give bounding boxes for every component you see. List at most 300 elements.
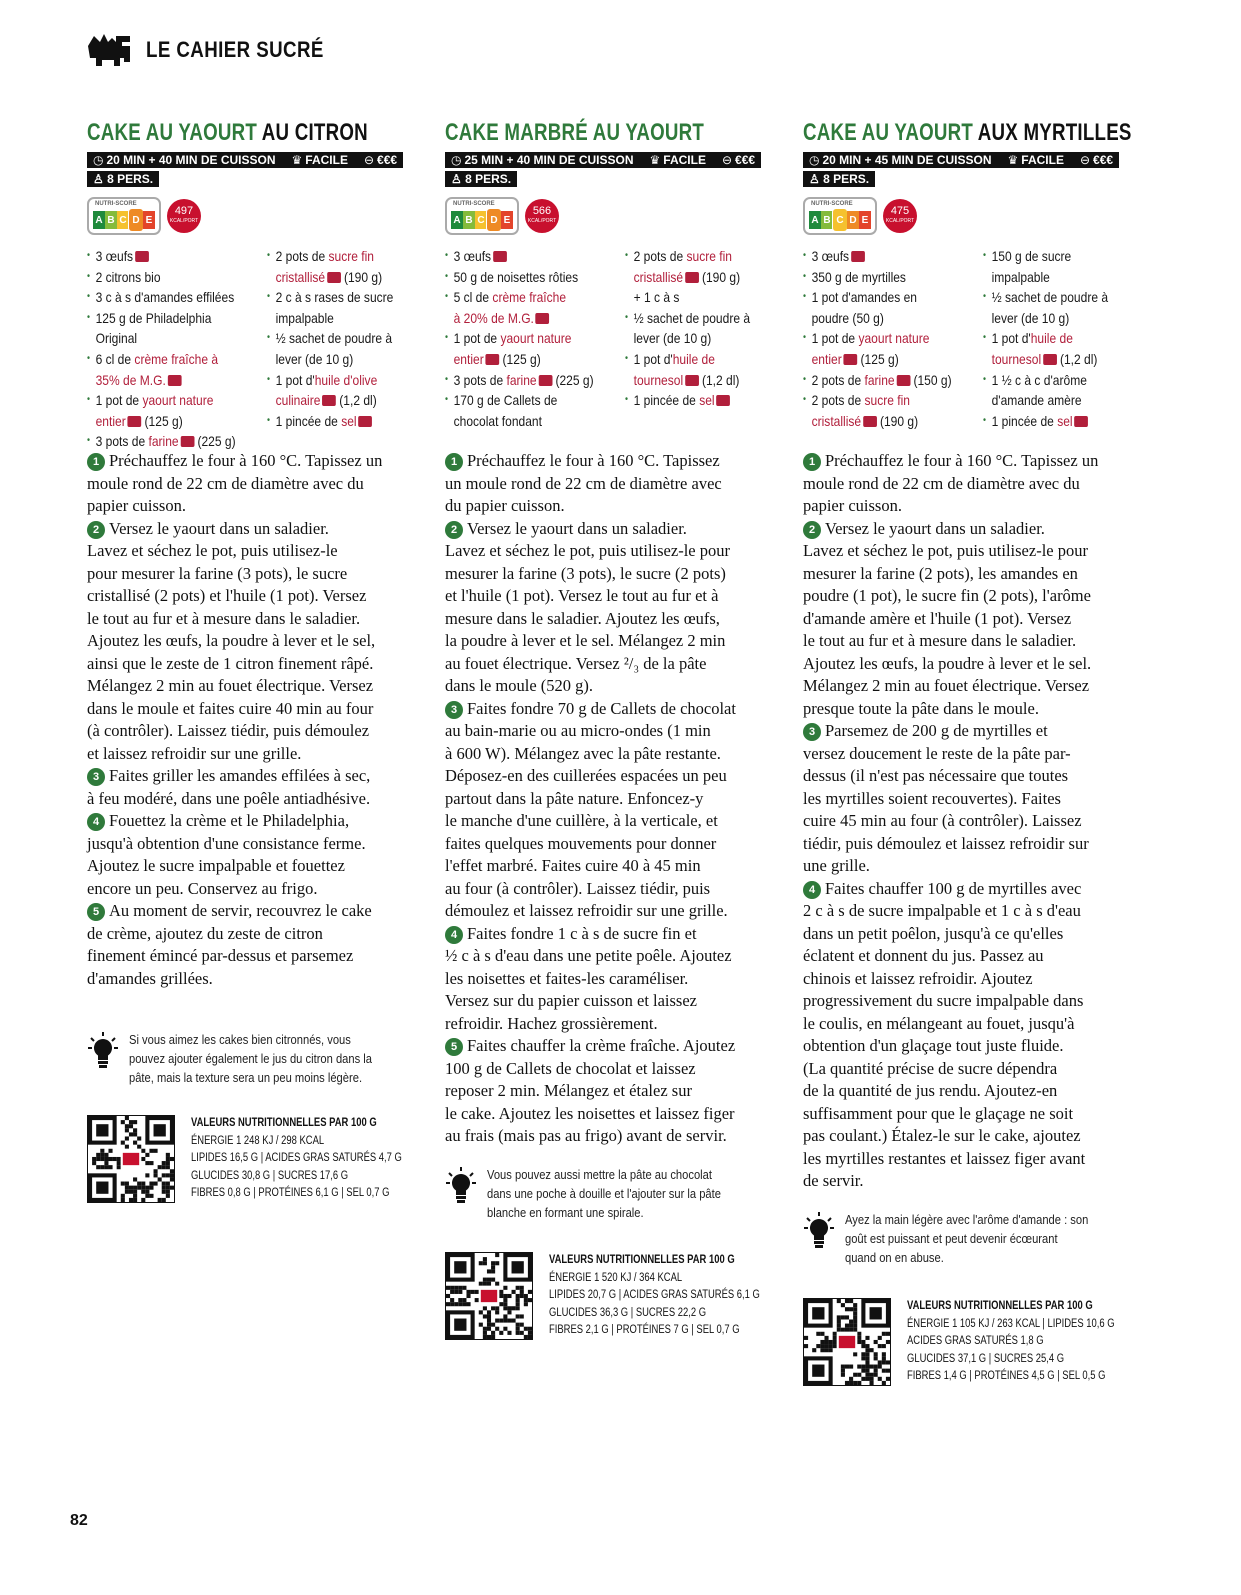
persons-text: 8 PERS. (465, 172, 512, 186)
delhaize-logo-icon (493, 251, 507, 262)
person-icon: ♙ (809, 172, 824, 186)
recipe-title-green: CAKE AU YAOURT (803, 119, 974, 146)
step-line (87, 878, 423, 901)
delhaize-lion-logo-icon (86, 32, 132, 68)
text: mesurer la farine (3 pots), le sucre (2 pots) (445, 563, 726, 583)
step-line (445, 630, 781, 653)
nutrition-block (445, 1252, 806, 1340)
text: dans un petit poêlon, jusqu'à ce qu'elles (803, 923, 1064, 943)
text: 3 pots de (453, 371, 507, 388)
persons-text: 8 PERS. (823, 172, 870, 186)
text: ainsi que le zeste de 1 citron finement râpé. (87, 653, 374, 673)
ingredient-item (983, 308, 1112, 329)
qr-code[interactable] (803, 1298, 891, 1386)
text: Parsemez de 200 g de myrtilles et (825, 721, 1048, 740)
nutri-score-letter: D (129, 209, 143, 231)
text: du papier cuisson. (445, 496, 565, 515)
delhaize-logo-icon (1043, 354, 1057, 365)
text: la poudre à lever et le sel. Mélangez 2 min (445, 631, 726, 650)
ingredient-item (87, 246, 242, 267)
ingredients-list (445, 246, 781, 431)
ingredient-highlight: sucre fin (328, 248, 375, 264)
text: refroidir. Hachez grossièrement. (445, 1013, 658, 1033)
text: 350 g de myrtilles (811, 268, 906, 285)
recipe-meta-bar (445, 152, 761, 168)
step-line (803, 1013, 1139, 1036)
ingredient-item (625, 308, 754, 329)
nutri-score-letter: E (859, 211, 871, 229)
person-icon: ♙ (451, 172, 466, 186)
step-line (803, 1103, 1139, 1126)
step-number: 1 (803, 453, 821, 471)
text: Mélangez 2 min au fouet électrique. Versez (87, 676, 374, 695)
ingredient-highlight: entier (811, 350, 842, 367)
step-line (445, 900, 781, 923)
text: (190 g) (876, 412, 919, 429)
text: (190 g) (698, 268, 741, 285)
ingredient-highlight: entier (453, 350, 484, 367)
ingredient-item (445, 287, 600, 308)
recipe-meta-bar (803, 152, 1119, 168)
lightbulb-icon (803, 1210, 835, 1250)
text: (1,2 dl) (335, 392, 377, 409)
text: de crème, ajoutez du zeste de citron (87, 923, 323, 943)
kcal-unit: KCAL/PORT (885, 218, 915, 224)
nutrition-line: ÉNERGIE 1 248 KJ / 298 KCAL (191, 1134, 325, 1147)
text: papier cuisson. (87, 496, 186, 515)
text: les noisettes et faites-les caraméliser. (445, 968, 689, 988)
nutri-score-label: NUTRI-SCORE (95, 201, 137, 207)
tip-text (129, 1030, 372, 1087)
step-line (445, 878, 781, 901)
kcal-value: 497 (174, 205, 194, 217)
step-line (803, 1148, 1139, 1171)
recipe-tip (445, 1165, 759, 1222)
ingredient-item (983, 287, 1112, 308)
ingredient-item (445, 328, 600, 349)
ingredient-item (87, 349, 242, 370)
step-line (803, 855, 1139, 878)
text: 150 g de sucre (991, 248, 1072, 264)
nutri-score-label: NUTRI-SCORE (453, 201, 495, 207)
step-number: 2 (803, 521, 821, 539)
ingredient-highlight: tournesol (633, 371, 684, 388)
kcal-unit: KCAL/PORT (527, 218, 557, 224)
tip-line: quand on en abuse. (845, 1250, 944, 1265)
nutri-score-letter: B (463, 211, 475, 229)
tip-line: Si vous aimez les cakes bien citronnés, vous (129, 1032, 351, 1047)
text: Lavez et séchez le pot, puis utilisez-le (87, 541, 338, 560)
ingredient-item (445, 308, 600, 329)
text: dessus (il n'est pas nécessaire que toutes (803, 766, 1069, 785)
step-line (445, 923, 781, 946)
tip-text (487, 1165, 721, 1222)
recipe-difficulty: FACILE (663, 153, 706, 167)
ingredient-item (625, 349, 754, 370)
text: l'effet marbré. Faites cuire 40 à 45 min (445, 856, 701, 875)
kcal-badge (525, 199, 559, 233)
step-line (803, 585, 1139, 608)
text: Versez le yaourt dans un saladier. (825, 518, 1045, 538)
delhaize-logo-icon (538, 375, 552, 386)
text: d'amandes grillées. (87, 968, 213, 988)
step-line (803, 788, 1139, 811)
nutrition-line: ÉNERGIE 1 105 KJ / 263 KCAL | LIPIDES 10,6 G (907, 1317, 1115, 1330)
step-line (803, 878, 1139, 901)
person-icon: ♙ (93, 172, 108, 186)
step-number: 1 (87, 453, 105, 471)
ingredient-item (267, 411, 396, 432)
text: de servir. (803, 1171, 864, 1190)
text: faites quelques mouvements pour donner (445, 833, 717, 853)
text: (190 g) (340, 268, 383, 285)
step-line (445, 788, 781, 811)
ingredients-column (803, 246, 983, 431)
ingredient-highlight: sel (1057, 412, 1073, 429)
nutri-score-scale (451, 211, 513, 231)
text: Préchauffez le four à 160 °C. Tapissez (467, 451, 720, 470)
step-line (87, 698, 423, 721)
step-line (803, 1058, 1139, 1081)
step-line (87, 495, 423, 518)
text: 1 ½ c à c d'arôme (991, 371, 1087, 388)
tip-line: pâte, mais la texture sera un peu moins légère. (129, 1070, 363, 1085)
step-number: 3 (87, 768, 105, 786)
delhaize-logo-icon (327, 272, 341, 283)
text: éclatent et donnent du jus. Passez au (803, 946, 1044, 965)
nutrition-line: ACIDES GRAS SATURÉS 1,8 G (907, 1335, 1044, 1347)
text: 125 g de Philadelphia (95, 309, 212, 326)
ingredient-item (625, 287, 754, 308)
text: cristallisé (2 pots) et l'huile (1 pot). Versez (87, 586, 367, 605)
ingredient-item (983, 411, 1112, 432)
ingredient-item (267, 328, 396, 349)
step-line (803, 968, 1139, 991)
recipe-title-green: CAKE MARBRÉ AU YAOURT (445, 119, 705, 146)
nutrition-line: FIBRES 0,8 G | PROTÉINES 6,1 G | SEL 0,7 G (191, 1187, 390, 1199)
step-line (803, 990, 1139, 1013)
text: Ajoutez les œufs, la poudre à lever et le sel. (803, 653, 1092, 673)
recipe-steps (445, 450, 781, 1148)
text: (225 g) (194, 433, 236, 450)
nutrition-line: ÉNERGIE 1 520 KJ / 364 KCAL (549, 1271, 683, 1284)
step-line (803, 698, 1139, 721)
recipe-price: €€€ (1093, 153, 1114, 167)
nutrition-line: LIPIDES 16,5 G | ACIDES GRAS SATURÉS 4,7 G (191, 1152, 402, 1164)
text: 3 œufs (453, 248, 492, 264)
chef-hat-icon: ♛ (1007, 153, 1019, 167)
ingredient-item (803, 411, 958, 432)
ingredient-item (87, 390, 242, 411)
ingredient-item (267, 267, 396, 288)
recipe-persons (803, 171, 875, 187)
delhaize-logo-icon (843, 354, 857, 365)
step-line (445, 698, 781, 721)
delhaize-logo-icon (716, 395, 730, 406)
ingredient-item (803, 246, 958, 267)
nutrition-block (87, 1115, 448, 1203)
ingredient-highlight: 35% de M.G. (95, 371, 166, 388)
delhaize-logo-icon (536, 313, 550, 324)
ingredient-item (625, 246, 754, 267)
text: dans le moule (520 g). (445, 676, 594, 695)
step-line (803, 810, 1139, 833)
text: à feu modéré, dans une poêle antiadhésive. (87, 788, 371, 808)
recipe-tip (87, 1030, 412, 1087)
text: dans le moule et faites cuire 40 min au four (87, 698, 374, 718)
nutrition-values (191, 1115, 402, 1203)
text: 2 citrons bio (95, 268, 161, 285)
step-line (803, 630, 1139, 653)
ingredient-highlight: huile de (672, 350, 715, 367)
step-line (803, 1125, 1139, 1148)
text: (à contrôler). Laissez tiédir, puis démoulez (87, 721, 370, 740)
step-number: 2 (87, 521, 105, 539)
ingredients-list (803, 246, 1139, 431)
text: à 600 W). Mélangez avec la pâte restante. (445, 743, 721, 763)
text: 1 pot de (811, 330, 859, 347)
ingredient-highlight: sel (699, 392, 715, 409)
text: 2 pots de (633, 248, 687, 264)
step-line (445, 1080, 781, 1103)
ingredient-highlight: sel (341, 412, 357, 429)
step-line (445, 1013, 781, 1036)
text: Ajoutez les œufs, la poudre à lever et le sel, (87, 631, 376, 650)
text: moule rond de 22 cm de diamètre avec du (87, 473, 364, 493)
text: finement émincé par-dessus et parsemez (87, 946, 354, 965)
persons-text: 8 PERS. (107, 172, 154, 186)
ingredient-item (87, 328, 242, 349)
nutrition-heading: VALEURS NUTRITIONNELLES PAR 100 G (907, 1300, 1093, 1312)
step-line (803, 675, 1139, 698)
delhaize-logo-icon (685, 375, 699, 386)
ingredient-highlight: crème fraîche (492, 289, 567, 306)
basket-icon: ⊖ (363, 153, 375, 167)
recipe-meta-bar (87, 152, 403, 168)
step-line (445, 990, 781, 1013)
ingredient-highlight: farine (864, 371, 895, 388)
step-line (803, 923, 1139, 946)
text: poudre (50 g) (811, 309, 884, 326)
text: mesure dans le saladier. Ajoutez les œufs, (445, 608, 720, 628)
nutrition-line: GLUCIDES 37,1 G | SUCRES 25,4 G (907, 1352, 1065, 1365)
step-number: 5 (87, 903, 105, 921)
text: 1 pot d'amandes en (811, 289, 917, 306)
ingredient-highlight: huile d'olive (314, 371, 378, 388)
tip-text (845, 1210, 1088, 1267)
text: moule rond de 22 cm de diamètre avec du (803, 473, 1080, 493)
step-line (87, 563, 423, 586)
text: Mélangez 2 min au fouet électrique. Versez (803, 676, 1090, 695)
nutri-score-scale (93, 211, 155, 231)
step-line (445, 968, 781, 991)
text: de la quantité de jus rendu. Ajoutez-en (803, 1081, 1058, 1100)
step-line (445, 518, 781, 541)
text: au frais (mais pas au frigo) avant de servir. (445, 1126, 727, 1145)
text: 1 pot de (95, 392, 143, 409)
text: partout dans la pâte nature. Enfoncez-y (445, 788, 704, 808)
nutrition-line: GLUCIDES 36,3 G | SUCRES 22,2 G (549, 1306, 707, 1319)
text: encore un peu. Conservez au frigo. (87, 878, 318, 898)
ingredient-item (87, 287, 242, 308)
text: Lavez et séchez le pot, puis utilisez-le pour (445, 541, 730, 560)
text: + 1 c à s (633, 289, 680, 306)
step-number: 5 (445, 1038, 463, 1056)
text: le manche d'une cuillère, à la verticale, et (445, 811, 718, 830)
basket-icon: ⊖ (1079, 153, 1091, 167)
nutrition-line: GLUCIDES 30,8 G | SUCRES 17,6 G (191, 1169, 349, 1182)
text: une grille. (803, 856, 870, 875)
step-line (445, 563, 781, 586)
qr-code[interactable] (87, 1115, 175, 1203)
recipe-title-black: AUX MYRTILLES (973, 119, 1132, 146)
nutri-score-letter: D (847, 211, 859, 229)
text: (125 g) (499, 350, 541, 367)
qr-code[interactable] (445, 1252, 533, 1340)
step-line (87, 630, 423, 653)
text: d'amande amère (991, 392, 1082, 409)
step-line (87, 900, 423, 923)
ingredient-highlight: cristallisé (633, 268, 684, 285)
ingredient-item (983, 267, 1112, 288)
text: 3 œufs (811, 248, 850, 264)
text: 1 pincée de (991, 412, 1058, 429)
step-line (87, 653, 423, 676)
step-line (87, 923, 423, 946)
text: au four (à contrôler). Laissez tiédir, puis (445, 878, 711, 898)
ingredients-column (625, 246, 775, 431)
text: 2 pots de (811, 392, 865, 409)
step-line (87, 968, 423, 991)
ingredient-highlight: culinaire (275, 392, 321, 409)
delhaize-logo-icon (896, 375, 910, 386)
step-line (87, 473, 423, 496)
nutrition-block (803, 1298, 1160, 1386)
ingredient-item (267, 246, 396, 267)
ingredient-item (983, 349, 1112, 370)
recipe-persons (87, 171, 159, 187)
basket-icon: ⊖ (721, 153, 733, 167)
step-line (87, 765, 423, 788)
step-line (445, 608, 781, 631)
recipe-title-green: CAKE AU YAOURT (87, 119, 258, 146)
nutri-score-badge (445, 197, 519, 235)
delhaize-logo-icon (135, 251, 149, 262)
text: (La quantité précise de sucre dépendra (803, 1058, 1058, 1078)
text: d'amande amère et l'huile (1 pot). Versez (803, 608, 1072, 628)
nutri-score-scale (809, 211, 871, 231)
text: 170 g de Callets de (453, 392, 558, 409)
nutrition-line: FIBRES 2,1 G | PROTÉINES 7 G | SEL 0,7 G (549, 1324, 740, 1336)
delhaize-logo-icon (485, 354, 499, 365)
step-number: 3 (803, 723, 821, 741)
nutri-score-letter: C (475, 211, 487, 229)
recipe-price: €€€ (735, 153, 756, 167)
step-number: 3 (445, 701, 463, 719)
text: Versez le yaourt dans un saladier. (109, 518, 329, 538)
text: et l'huile (1 pot). Versez le tout au fur et à (445, 586, 719, 605)
nutri-score-letter: E (143, 211, 155, 229)
clock-icon: ◷ (93, 153, 104, 167)
chef-hat-icon: ♛ (649, 153, 661, 167)
step-line (445, 450, 781, 473)
text: ½ sachet de poudre à (633, 309, 751, 326)
step-line (87, 788, 423, 811)
ingredient-highlight: sucre fin (864, 392, 911, 409)
text: Faites fondre 1 c à s de sucre fin et (467, 923, 697, 943)
step-line (445, 1035, 781, 1058)
nutri-score-letter: C (117, 211, 129, 229)
ingredient-highlight: sucre fin (686, 248, 733, 264)
ingredient-item (445, 390, 600, 411)
text: Faites chauffer 100 g de myrtilles avec (825, 878, 1082, 898)
ingredient-highlight: yaourt nature (500, 330, 572, 347)
text: le coulis, en mélangeant au fouet, jusqu'à (803, 1013, 1075, 1033)
text: Original (95, 330, 138, 347)
step-number: 2 (445, 521, 463, 539)
ingredient-item (445, 411, 600, 432)
text: démoulez et laissez refroidir sur une grille. (445, 901, 728, 920)
lightbulb-icon (445, 1165, 477, 1205)
nutrition-heading: VALEURS NUTRITIONNELLES PAR 100 G (191, 1117, 377, 1129)
page-number: 82 (70, 1512, 88, 1529)
step-line (87, 945, 423, 968)
step-line (803, 495, 1139, 518)
text: lever (de 10 g) (991, 309, 1070, 326)
nutri-score-badge (803, 197, 877, 235)
nutri-score-letter: C (833, 209, 847, 231)
ingredient-highlight: à 20% de M.G. (453, 309, 534, 326)
step-line (803, 473, 1139, 496)
recipe-badges (87, 196, 423, 236)
qr-code-icon (446, 1253, 532, 1339)
step-line (803, 608, 1139, 631)
text: Ajoutez le sucre impalpable et fouettez (87, 856, 345, 875)
nutri-score-letter: D (487, 209, 501, 231)
text: 1 pot d' (991, 330, 1031, 347)
kcal-badge (167, 199, 201, 233)
ingredient-item (445, 246, 600, 267)
step-line (87, 450, 423, 473)
recipe-badges (803, 196, 1139, 236)
step-line (445, 1103, 781, 1126)
tip-line: Ayez la main légère avec l'arôme d'amande : son (845, 1212, 1089, 1227)
text: Fouettez la crème et le Philadelphia, (109, 811, 350, 830)
delhaize-logo-icon (685, 272, 699, 283)
recipe-title-black: AU CITRON (257, 119, 368, 146)
text: 1 pincée de (275, 412, 342, 429)
text: le tout au fur et à mesure dans le saladier. (803, 631, 1077, 650)
recipe-persons (445, 171, 517, 187)
text: 100 g de Callets de chocolat et laissez (445, 1058, 696, 1078)
step-number: 1 (445, 453, 463, 471)
recipe-tip (803, 1210, 1128, 1267)
ingredient-item (803, 349, 958, 370)
ingredient-highlight: tournesol (991, 350, 1042, 367)
text: lever (de 10 g) (275, 350, 354, 367)
text: 1 pincée de (633, 392, 700, 409)
step-line (445, 495, 781, 518)
text: cuire 45 min au four (à contrôler). Laissez (803, 811, 1082, 830)
text: ½ sachet de poudre à (275, 330, 393, 347)
tip-line: goût est puissant et peut devenir écœurant (845, 1231, 1058, 1246)
delhaize-logo-icon (863, 416, 877, 427)
step-line (445, 675, 781, 698)
step-line (87, 833, 423, 856)
kcal-value: 566 (532, 205, 552, 217)
text: poudre (1 pot), le sucre fin (2 pots), l'arôme (803, 586, 1091, 605)
kcal-unit: KCAL/PORT (169, 218, 199, 224)
